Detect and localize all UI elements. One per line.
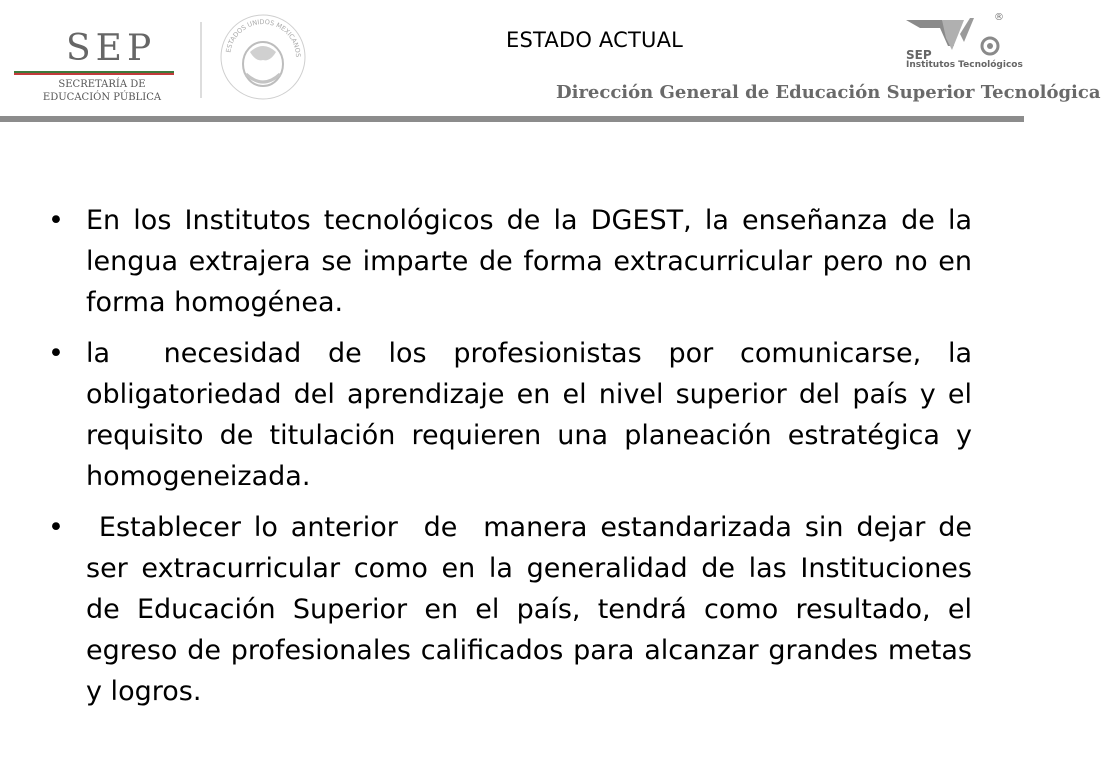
sep-logo-red-line: [14, 73, 174, 75]
bullet-marker: •: [48, 512, 64, 543]
bullet-marker: •: [48, 338, 64, 369]
mexican-seal-icon: [218, 12, 308, 102]
sep-logo-subtitle: SECRETARÍA DE EDUCACIÓN PÚBLICA: [42, 79, 162, 103]
it-logo-word: SEP: [906, 48, 932, 62]
sep-logo-word: SEP: [66, 28, 157, 69]
bullet-text: En los Institutos tecnológicos de la DGEST, la enseñanza de la lengua extrajera se imparte de forma extracurricular pero no en forma homogénea.: [86, 205, 981, 318]
bullet-item: [48, 507, 981, 712]
bullet-marker: •: [48, 205, 64, 236]
seal-text: ESTADOS UNIDOS MEXICANOS: [224, 17, 303, 58]
slide-title: ESTADO ACTUAL: [506, 28, 684, 52]
slide-header: [0, 0, 1101, 118]
bullet-item: [48, 200, 981, 323]
header-rule: [0, 116, 1024, 122]
bullet-text: la necesidad de los profesionistas por comunicarse, la obligatoriedad del aprendizaje en el nivel superior del país y el requisito de titulación requieren una planeación estratégica y homogeneizada.: [86, 338, 981, 492]
sep-logo: [14, 28, 190, 108]
department-name: Dirección General de Educación Superior Tecnológica: [556, 82, 1101, 103]
bullet-item: [48, 333, 981, 497]
logo-divider: [200, 22, 202, 98]
registered-mark: ®: [994, 12, 1004, 23]
it-logo-subtitle: Institutos Tecnológicos: [906, 60, 1023, 70]
bullet-text: Establecer lo anterior de manera estandarizada sin dejar de ser extracurricular como en la generalidad de las Instituciones de Educación Superior en el país, tendrá como resultado, el egreso de profesionales calificados para alcanzar grandes metas y logros.: [86, 512, 981, 707]
bullet-list: [48, 200, 981, 722]
